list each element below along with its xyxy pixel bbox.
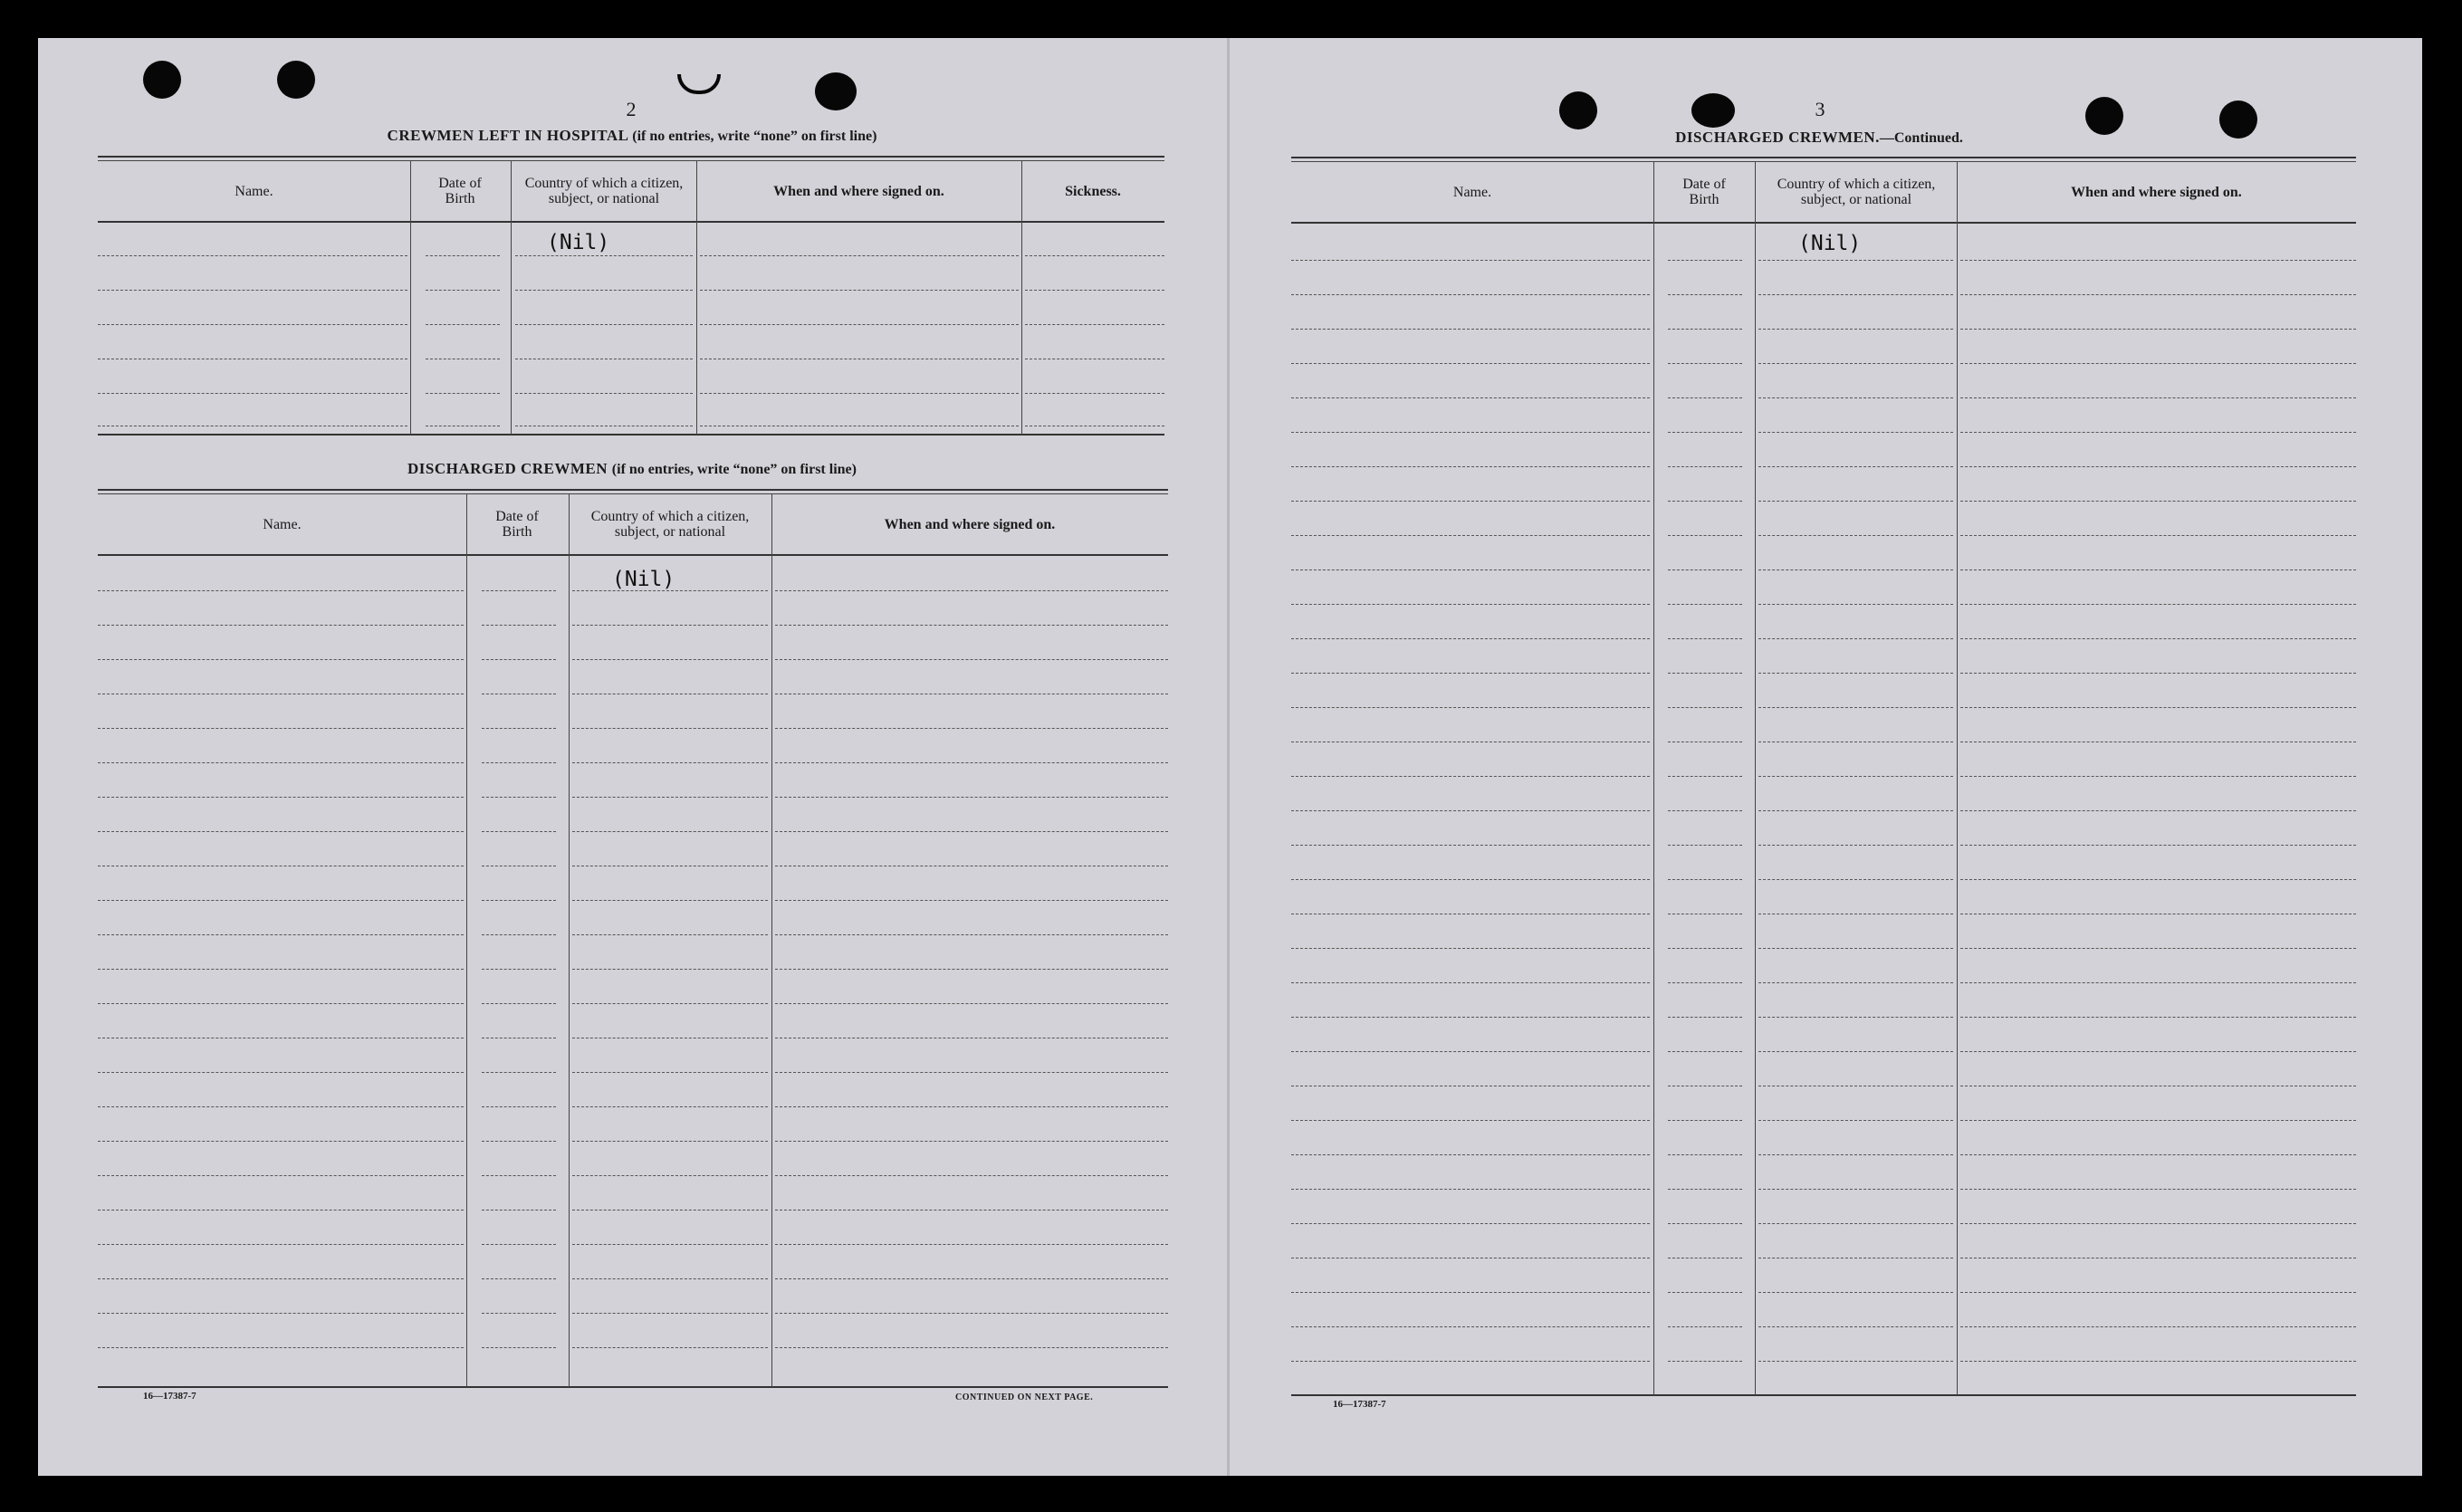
ruled-line xyxy=(775,1003,1168,1004)
ruled-line xyxy=(1291,707,1650,708)
ruled-line xyxy=(1291,1051,1650,1052)
ruled-line xyxy=(1960,260,2356,261)
column-header-name: Name. xyxy=(235,183,273,199)
ruled-line xyxy=(1291,810,1650,811)
ruled-line xyxy=(775,625,1168,626)
ruled-line xyxy=(1291,776,1650,777)
ruled-line xyxy=(1960,673,2356,674)
ruled-line xyxy=(1758,432,1953,433)
ruled-line xyxy=(1668,879,1742,880)
ruled-line xyxy=(98,1313,464,1314)
ruled-line xyxy=(1668,329,1742,330)
ruled-line xyxy=(482,934,556,935)
ruled-line xyxy=(775,831,1168,832)
ruled-line xyxy=(572,934,768,935)
ruled-line xyxy=(775,728,1168,729)
ruled-line xyxy=(1758,535,1953,536)
ruled-line xyxy=(98,659,464,660)
column-header-name: Name. xyxy=(263,516,302,532)
ruled-line xyxy=(572,797,768,798)
ruled-line xyxy=(98,831,464,832)
ruled-line xyxy=(1668,501,1742,502)
ruled-line xyxy=(1758,363,1953,364)
ruled-line xyxy=(1668,397,1742,398)
ruled-line xyxy=(98,590,464,591)
ruled-line xyxy=(1758,1120,1953,1121)
ruled-line xyxy=(1291,673,1650,674)
punch-hole xyxy=(277,61,315,99)
page-number: 2 xyxy=(626,98,637,120)
ruled-line xyxy=(482,659,556,660)
ruled-line xyxy=(1960,1361,2356,1362)
ruled-line xyxy=(1291,1154,1650,1155)
ruled-line xyxy=(482,625,556,626)
ruled-line xyxy=(1668,638,1742,639)
ruled-line xyxy=(1758,466,1953,467)
column-header-country: Country of which a citizen, subject, or national xyxy=(590,509,750,540)
ruled-line xyxy=(98,1106,464,1107)
ruled-line xyxy=(775,797,1168,798)
column-header-signed-on: When and where signed on. xyxy=(884,516,1056,532)
continued-note: CONTINUED ON NEXT PAGE. xyxy=(955,1392,1094,1402)
ruled-line xyxy=(1291,1361,1650,1362)
ruled-line xyxy=(1291,948,1650,949)
ruled-line xyxy=(98,1003,464,1004)
ruled-line xyxy=(1960,1326,2356,1327)
ruled-line xyxy=(1758,1189,1953,1190)
punch-hole xyxy=(143,61,181,99)
column-header-date-of-birth: Date of Birth xyxy=(495,509,539,540)
ruled-line xyxy=(1668,1292,1742,1293)
ruled-line xyxy=(1291,569,1650,570)
column-header-sickness: Sickness. xyxy=(1065,183,1121,199)
ruled-line xyxy=(775,900,1168,901)
ruled-line xyxy=(572,1106,768,1107)
form-number: 16—17387-7 xyxy=(143,1391,196,1402)
ruled-line xyxy=(1668,1326,1742,1327)
column-header-signed-on: When and where signed on. xyxy=(2071,184,2242,200)
ruled-line xyxy=(1291,363,1650,364)
ruled-line xyxy=(98,728,464,729)
ruled-line xyxy=(1758,501,1953,502)
ruled-line xyxy=(482,1003,556,1004)
ruled-line xyxy=(1758,982,1953,983)
ruled-line xyxy=(1960,329,2356,330)
ruled-line xyxy=(1960,363,2356,364)
ruled-line xyxy=(1758,776,1953,777)
ruled-line xyxy=(1291,501,1650,502)
ruled-line xyxy=(572,1313,768,1314)
ruled-line xyxy=(1668,363,1742,364)
ruled-line xyxy=(572,1175,768,1176)
ruled-line xyxy=(1758,260,1953,261)
hospital-section-title: CREWMEN LEFT IN HOSPITAL (if no entries, write “none” on first line) xyxy=(387,127,877,144)
ruled-line xyxy=(1668,535,1742,536)
discharged-continued-entry: (Nil) xyxy=(1798,232,1862,255)
ruled-line xyxy=(1960,810,2356,811)
ruled-line xyxy=(1960,501,2356,502)
ruled-line xyxy=(1758,673,1953,674)
ruled-line xyxy=(775,1347,1168,1348)
ruled-line xyxy=(1291,397,1650,398)
ruled-line xyxy=(1668,466,1742,467)
ruled-line xyxy=(482,1313,556,1314)
ruled-line xyxy=(98,900,464,901)
ruled-line xyxy=(572,762,768,763)
ruled-line xyxy=(98,969,464,970)
ruled-line xyxy=(1960,776,2356,777)
ruled-line xyxy=(482,590,556,591)
ruled-line xyxy=(1960,604,2356,605)
punch-hole xyxy=(1691,93,1735,128)
form-number: 16—17387-7 xyxy=(1333,1399,1386,1410)
ruled-line xyxy=(1758,604,1953,605)
ruled-line xyxy=(775,1141,1168,1142)
ruled-line xyxy=(1758,1051,1953,1052)
ruled-line xyxy=(482,1175,556,1176)
ruled-line xyxy=(1291,982,1650,983)
ruled-line xyxy=(482,728,556,729)
ruled-line xyxy=(775,1106,1168,1107)
hospital-table xyxy=(98,156,1164,438)
ruled-line xyxy=(1668,982,1742,983)
ruled-line xyxy=(1668,707,1742,708)
ruled-line xyxy=(1758,1292,1953,1293)
ruled-line xyxy=(1960,294,2356,295)
ruled-line xyxy=(572,831,768,832)
column-header-date-of-birth: Date of Birth xyxy=(1682,177,1726,207)
ruled-line xyxy=(1291,1326,1650,1327)
ruled-line xyxy=(775,1210,1168,1211)
ruled-line xyxy=(482,1244,556,1245)
discharged-table-right xyxy=(1291,157,2356,1399)
ruled-line xyxy=(1291,294,1650,295)
punch-hole xyxy=(1559,91,1597,129)
ruled-line xyxy=(1960,1120,2356,1121)
ruled-line xyxy=(1758,948,1953,949)
ruled-line xyxy=(1960,982,2356,983)
ruled-line xyxy=(1960,397,2356,398)
ruled-line xyxy=(1291,1223,1650,1224)
discharged-table-left xyxy=(98,489,1168,1391)
discharged-section-title: DISCHARGED CREWMEN (if no entries, write “none” on first line) xyxy=(407,460,857,477)
ruled-line xyxy=(572,659,768,660)
ruled-line xyxy=(1668,260,1742,261)
page-gutter xyxy=(1227,38,1230,1476)
ruled-line xyxy=(482,831,556,832)
ruled-line xyxy=(1668,604,1742,605)
ruled-line xyxy=(1668,294,1742,295)
discharged-entry: (Nil) xyxy=(612,568,675,591)
ruled-line xyxy=(98,1141,464,1142)
ruled-line xyxy=(1758,329,1953,330)
ruled-line xyxy=(1960,845,2356,846)
ruled-line xyxy=(1291,1017,1650,1018)
ruled-line xyxy=(1960,569,2356,570)
ruled-line xyxy=(1960,1223,2356,1224)
ruled-line xyxy=(98,762,464,763)
ruled-line xyxy=(482,1347,556,1348)
ruled-line xyxy=(1668,1017,1742,1018)
ruled-line xyxy=(775,1313,1168,1314)
discharged-continued-title: DISCHARGED CREWMEN.—Continued. xyxy=(1675,129,1963,146)
ruled-line xyxy=(775,1175,1168,1176)
ruled-line xyxy=(98,1210,464,1211)
ruled-line xyxy=(1960,879,2356,880)
ruled-line xyxy=(1758,879,1953,880)
ruled-line xyxy=(482,1141,556,1142)
ruled-line xyxy=(1960,1051,2356,1052)
ruled-line xyxy=(1758,397,1953,398)
ruled-line xyxy=(775,659,1168,660)
ruled-line xyxy=(1291,879,1650,880)
ruled-line xyxy=(1758,810,1953,811)
ruled-line xyxy=(98,1072,464,1073)
ruled-line xyxy=(98,1278,464,1279)
ruled-line xyxy=(482,1210,556,1211)
ruled-line xyxy=(1960,1189,2356,1190)
ruled-line xyxy=(572,1003,768,1004)
ruled-line xyxy=(1960,432,2356,433)
column-header-country: Country of which a citizen, subject, or national xyxy=(524,176,684,206)
ruled-line xyxy=(775,1244,1168,1245)
ruled-line xyxy=(482,1106,556,1107)
ruled-line xyxy=(775,590,1168,591)
ruled-line xyxy=(775,969,1168,970)
ruled-line xyxy=(98,1347,464,1348)
ruled-line xyxy=(1758,294,1953,295)
ruled-line xyxy=(1668,432,1742,433)
ruled-line xyxy=(1291,1120,1650,1121)
ruled-line xyxy=(1668,1361,1742,1362)
ruled-line xyxy=(1758,1154,1953,1155)
ruled-line xyxy=(482,1278,556,1279)
column-header-date-of-birth: Date of Birth xyxy=(438,176,482,206)
ruled-line xyxy=(1668,1223,1742,1224)
ruled-line xyxy=(572,1210,768,1211)
ruled-line xyxy=(1668,569,1742,570)
ruled-line xyxy=(1668,673,1742,674)
ruled-line xyxy=(1960,1154,2356,1155)
ruled-line xyxy=(775,1278,1168,1279)
ruled-line xyxy=(1668,1154,1742,1155)
ruled-line xyxy=(98,1175,464,1176)
ruled-line xyxy=(1668,1051,1742,1052)
column-header-signed-on: When and where signed on. xyxy=(773,183,944,199)
ruled-line xyxy=(1291,535,1650,536)
ruled-line xyxy=(775,762,1168,763)
ruled-line xyxy=(1291,638,1650,639)
ruled-line xyxy=(482,762,556,763)
ruled-line xyxy=(572,900,768,901)
ruled-line xyxy=(572,728,768,729)
ruled-line xyxy=(1668,1120,1742,1121)
ruled-line xyxy=(482,1072,556,1073)
ruled-line xyxy=(775,934,1168,935)
ruled-line xyxy=(1758,707,1953,708)
ruled-line xyxy=(1758,638,1953,639)
ruled-line xyxy=(1758,845,1953,846)
page-number: 3 xyxy=(1815,98,1825,120)
ruled-line xyxy=(1758,1017,1953,1018)
punch-hole xyxy=(815,72,857,110)
ruled-line xyxy=(1960,707,2356,708)
ruled-line xyxy=(98,625,464,626)
ruled-line xyxy=(482,797,556,798)
ruled-line xyxy=(1291,1292,1650,1293)
ruled-line xyxy=(1291,1189,1650,1190)
ruled-line xyxy=(572,625,768,626)
ruled-line xyxy=(1758,1223,1953,1224)
ruled-line xyxy=(572,1278,768,1279)
ruled-line xyxy=(1960,1292,2356,1293)
ruled-line xyxy=(775,1072,1168,1073)
ruled-line xyxy=(1291,329,1650,330)
ruled-line xyxy=(1960,535,2356,536)
hospital-entry: (Nil) xyxy=(547,231,610,254)
ruled-line xyxy=(1668,845,1742,846)
ruled-line xyxy=(98,934,464,935)
ruled-line xyxy=(1960,638,2356,639)
column-header-country: Country of which a citizen, subject, or national xyxy=(1777,177,1936,207)
ruled-line xyxy=(1291,432,1650,433)
ruled-line xyxy=(1960,466,2356,467)
ruled-line xyxy=(572,1347,768,1348)
ruled-line xyxy=(98,797,464,798)
ruled-line xyxy=(482,900,556,901)
ruled-line xyxy=(1291,845,1650,846)
ruled-line xyxy=(482,969,556,970)
ruled-line xyxy=(572,1141,768,1142)
ruled-line xyxy=(1758,1361,1953,1362)
ruled-line xyxy=(98,1244,464,1245)
ruled-line xyxy=(1960,1017,2356,1018)
ruled-line xyxy=(1668,1189,1742,1190)
ruled-line xyxy=(572,590,768,591)
ruled-line xyxy=(572,969,768,970)
ruled-line xyxy=(1668,810,1742,811)
column-header-name: Name. xyxy=(1452,184,1492,200)
ruled-line xyxy=(572,1072,768,1073)
ruled-line xyxy=(1758,569,1953,570)
ruled-line xyxy=(1668,776,1742,777)
ruled-line xyxy=(1758,1326,1953,1327)
ruled-line xyxy=(1960,948,2356,949)
ruled-line xyxy=(572,1244,768,1245)
ruled-line xyxy=(1668,948,1742,949)
ruled-line xyxy=(1291,466,1650,467)
ruled-line xyxy=(1291,260,1650,261)
ruled-line xyxy=(1291,604,1650,605)
